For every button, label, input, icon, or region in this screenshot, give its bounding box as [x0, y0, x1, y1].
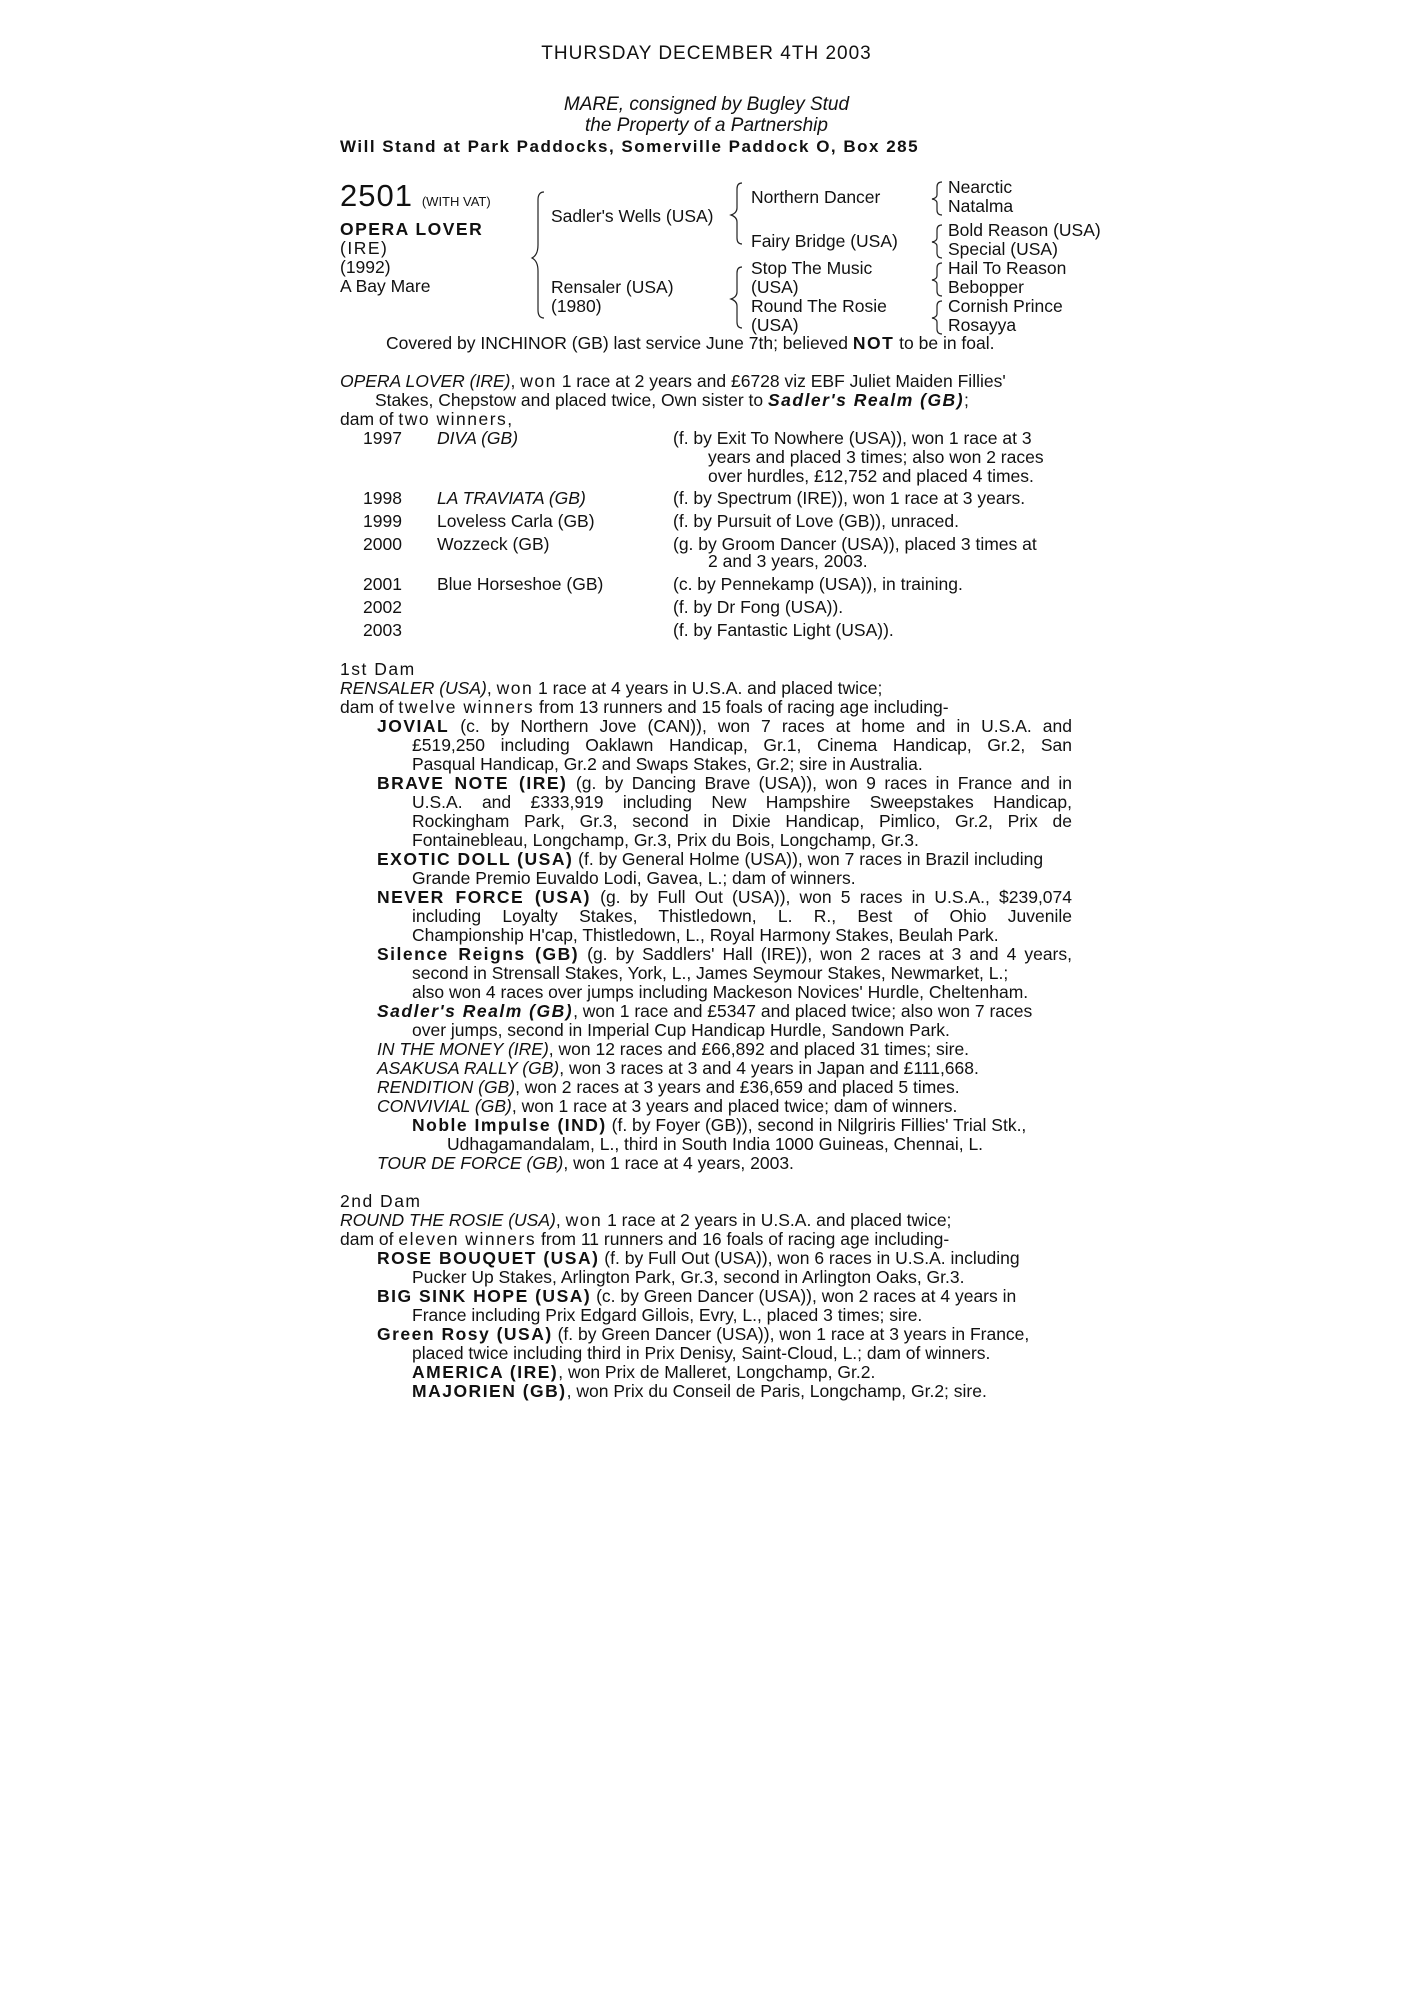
horse-year: (1992)	[340, 257, 391, 277]
intro-text-3: ;	[964, 390, 969, 410]
entry-text: second in Strensall Stakes, York, L., James Seymour Stakes, Newmarket, L.;	[412, 963, 1009, 983]
entry-horse-name: RENDITION (GB)	[377, 1077, 516, 1097]
entry-horse-name: ROSE BOUQUET (USA)	[377, 1248, 600, 1268]
entry-horse-name: TOUR DE FORCE (GB)	[377, 1153, 564, 1173]
produce-detail: (f. by Spectrum (IRE)), won 1 race at 3 years.	[673, 488, 1026, 508]
pedigree-dsd: Bebopper	[948, 277, 1024, 297]
second-dam-winners-count: eleven winners	[398, 1229, 537, 1249]
entry-text: , won 1 race at 3 years and placed twice; dam of winners.	[511, 1096, 958, 1116]
first-dam-entry	[377, 774, 1072, 850]
entry-horse-name: Green Rosy (USA)	[377, 1324, 553, 1344]
first-dam-intro: RENSALER (USA), won 1 race at 4 years in U.S.A. and placed twice;	[340, 678, 883, 698]
second-dam-heading: 2nd Dam	[340, 1191, 422, 1211]
entry-text: , won 3 races at 3 and 4 years in Japan and £111,668.	[559, 1058, 979, 1078]
entry-text: also won 4 races over jumps including Mackeson Novices' Hurdle, Cheltenham.	[412, 982, 1029, 1002]
first-dam-name: RENSALER (USA)	[340, 678, 487, 698]
entry-text: , won 12 races and £66,892 and placed 31 times; sire.	[548, 1039, 970, 1059]
intro-dam-of-count: two winners	[398, 409, 508, 429]
intro-won: won	[520, 371, 557, 391]
entry-text: (f. by General Holme (USA)), won 7 races in Brazil including	[573, 849, 1044, 869]
entry-horse-name: Sadler's Realm (GB)	[377, 1001, 574, 1021]
intro-dam-of-end: ,	[507, 409, 513, 429]
entry-text: (f. by Green Dancer (USA)), won 1 race at 3 years in France,	[552, 1324, 1030, 1344]
first-dam-intro-rest: 1 race at 4 years in U.S.A. and placed twice;	[533, 678, 883, 698]
consignor-line: MARE, consigned by Bugley Stud	[563, 94, 850, 115]
noble-impulse-entry	[412, 1116, 1026, 1135]
first-dam-entry	[377, 1002, 1072, 1040]
pedigree-ddd: Rosayya	[948, 315, 1017, 335]
first-dam-won: won	[496, 678, 534, 698]
entry-text: France including Prix Edgard Gillois, Evry, L., placed 3 times; sire.	[412, 1305, 923, 1325]
entry-text: (f. by Full Out (USA)), won 6 races in U.S.A. including	[599, 1248, 1020, 1268]
horse-origin: (IRE)	[340, 238, 389, 258]
intro-horse-name: OPERA LOVER (IRE)	[340, 371, 511, 391]
pedigree-sdd: Special (USA)	[948, 239, 1058, 259]
entry-horse-name: NEVER FORCE (USA)	[377, 887, 591, 907]
first-dam-minor-entry	[377, 1059, 979, 1078]
second-dam-entry	[377, 1325, 1072, 1363]
entry-text: Grande Premio Euvaldo Lodi, Gavea, L.; dam of winners.	[412, 868, 856, 888]
entry-text: (g. by Full Out (USA)), won 5 races in U.S.A., $239,074	[590, 887, 1072, 907]
entry-text: , won Prix du Conseil de Paris, Longchamp, Gr.2; sire.	[566, 1381, 987, 1401]
produce-detail: (c. by Pennekamp (USA)), in training.	[673, 574, 963, 594]
entry-horse-name: AMERICA (IRE)	[412, 1362, 559, 1382]
pedigree-dds: Cornish Prince	[948, 296, 1063, 316]
second-dam-damof-rest: from 11 runners and 16 foals of racing age including-	[536, 1229, 950, 1249]
pedigree-dd: Round The Rosie	[751, 296, 887, 316]
entry-horse-name: EXOTIC DOLL (USA)	[377, 849, 574, 869]
produce-detail: (f. by Exit To Nowhere (USA)), won 1 race at 3	[673, 428, 1032, 448]
pedigree-ss: Northern Dancer	[751, 187, 881, 207]
noble-impulse-line-2: Udhagamandalam, L., third in South India 1000 Guineas, Chennai, L.	[447, 1134, 984, 1154]
produce-year: 1997	[363, 428, 402, 448]
produce-year: 1998	[363, 488, 402, 508]
pedigree-dam-year: (1980)	[551, 296, 602, 316]
produce-year: 2000	[363, 534, 402, 554]
entry-horse-name: JOVIAL	[377, 716, 450, 736]
entry-horse-name: BRAVE NOTE (IRE)	[377, 773, 568, 793]
horse-name: OPERA LOVER	[340, 219, 484, 239]
entry-horse-name: BIG SINK HOPE (USA)	[377, 1286, 592, 1306]
produce-detail: over hurdles, £12,752 and placed 4 times.	[708, 466, 1034, 486]
entry-text: Pucker Up Stakes, Arlington Park, Gr.3, second in Arlington Oaks, Gr.3.	[412, 1267, 965, 1287]
tour-de-force-entry	[377, 1154, 794, 1173]
entry-text: £519,250 including Oaklawn Handicap, Gr.1, Cinema Handicap, Gr.2, San	[412, 735, 1072, 755]
entry-text: Fontainebleau, Longchamp, Gr.3, Prix du Bois, Longchamp, Gr.3.	[412, 830, 919, 850]
second-dam-won: won	[565, 1210, 603, 1230]
entry-text: , won 2 races at 3 years and £36,659 and placed 5 times.	[515, 1077, 960, 1097]
pedigree-dd-origin: (USA)	[751, 315, 799, 335]
entry-text: Pasqual Handicap, Gr.2 and Swaps Stakes, Gr.2; sire in Australia.	[412, 754, 923, 774]
intro-line-1: OPERA LOVER (IRE), won 1 race at 2 years and £6728 viz EBF Juliet Maiden Fillies'	[340, 371, 1006, 391]
entry-text: , won 1 race at 4 years, 2003.	[563, 1153, 794, 1173]
entry-text: over jumps, second in Imperial Cup Handicap Hurdle, Sandown Park.	[412, 1020, 950, 1040]
second-dam-entry	[377, 1287, 1072, 1325]
pedigree-ds: Stop The Music	[751, 258, 873, 278]
stand-location: Will Stand at Park Paddocks, Somerville Paddock O, Box 285	[340, 137, 920, 156]
intro-dam-of	[340, 410, 512, 429]
pedigree-sss: Nearctic	[948, 177, 1013, 197]
produce-year: 2001	[363, 574, 402, 594]
first-dam-heading: 1st Dam	[340, 659, 416, 679]
produce-detail: (f. by Fantastic Light (USA)).	[673, 620, 894, 640]
entry-text: Rockingham Park, Gr.3, second in Dixie Handicap, Pimlico, Gr.2, Prix de	[412, 811, 1072, 831]
produce-detail: (f. by Pursuit of Love (GB)), unraced.	[673, 511, 959, 531]
second-dam-entry	[377, 1249, 1072, 1287]
entry-horse-name: Silence Reigns (GB)	[377, 944, 580, 964]
produce-name: DIVA (GB)	[437, 428, 519, 448]
intro-dam-of-text: dam of	[340, 409, 399, 429]
covered-text: Covered by INCHINOR (GB) last service June 7th; believed	[386, 333, 853, 353]
pedigree-gen3-brace-4	[928, 297, 948, 337]
first-dam-entry	[377, 717, 1072, 774]
pedigree-gen3-brace-2	[928, 221, 948, 261]
produce-year: 2002	[363, 597, 402, 617]
pedigree-ds-origin: (USA)	[751, 277, 799, 297]
pedigree-gen3-brace-1	[928, 178, 948, 218]
second-dam-sub-entry	[412, 1363, 875, 1382]
intro-sister-name: Sadler's Realm (GB)	[767, 390, 965, 410]
first-dam-damof-text: dam of	[340, 697, 399, 717]
pedigree-sd: Fairy Bridge (USA)	[751, 231, 898, 251]
horse-description: A Bay Mare	[340, 276, 431, 296]
entry-text: Championship H'cap, Thistledown, L., Royal Harmony Stakes, Beulah Park.	[412, 925, 999, 945]
pedigree-dam: Rensaler (USA)	[551, 277, 674, 297]
first-dam-minor-entry	[377, 1078, 960, 1097]
lot-number: 2501	[340, 178, 413, 213]
intro-text-1: 1 race at 2 years and £6728 viz EBF Juliet Maiden Fillies'	[556, 371, 1006, 391]
entry-text: U.S.A. and £333,919 including New Hampshire Sweepstakes Handicap,	[412, 792, 1072, 812]
pedigree-sds: Bold Reason (USA)	[948, 220, 1101, 240]
first-dam-entry	[377, 850, 1072, 888]
produce-name: Blue Horseshoe (GB)	[437, 574, 604, 594]
first-dam-winners-count: twelve winners	[398, 697, 535, 717]
produce-name: Loveless Carla (GB)	[437, 511, 595, 531]
produce-year: 2003	[363, 620, 402, 640]
second-dam-sub-entry	[412, 1382, 987, 1401]
produce-detail: 2 and 3 years, 2003.	[708, 551, 868, 571]
covered-not: NOT	[852, 333, 895, 353]
covered-note	[386, 334, 995, 353]
produce-detail: years and placed 3 times; also won 2 races	[708, 447, 1044, 467]
second-dam-intro: ROUND THE ROSIE (USA), won 1 race at 2 years in U.S.A. and placed twice;	[340, 1210, 952, 1230]
intro-text-2: Stakes, Chepstow and placed twice, Own sister to	[375, 390, 768, 410]
entry-text: , won 1 race and £5347 and placed twice; also won 7 races	[573, 1001, 1033, 1021]
entry-text: (c. by Northern Jove (CAN)), won 7 races at home and in U.S.A. and	[449, 716, 1072, 736]
first-dam-entry	[377, 888, 1072, 945]
entry-horse-name: CONVIVIAL (GB)	[377, 1096, 512, 1116]
entry-text: (g. by Saddlers' Hall (IRE)), won 2 races at 3 and 4 years,	[579, 944, 1072, 964]
vat-note: (WITH VAT)	[421, 194, 491, 209]
covered-text-end: to be in foal.	[894, 333, 995, 353]
entry-text: including Loyalty Stakes, Thistledown, L. R., Best of Ohio Juvenile	[412, 906, 1072, 926]
entry-text: (f. by Foyer (GB)), second in Nilgriris Fillies' Trial Stk.,	[606, 1115, 1027, 1135]
first-dam-entry	[377, 945, 1072, 1002]
pedigree-ssd: Natalma	[948, 196, 1014, 216]
entry-horse-name: Noble Impulse (IND)	[412, 1115, 607, 1135]
entry-text: placed twice including third in Prix Denisy, Saint-Cloud, L.; dam of winners.	[412, 1343, 991, 1363]
entry-text: (c. by Green Dancer (USA)), won 2 races at 4 years in	[591, 1286, 1017, 1306]
entry-horse-name: ASAKUSA RALLY (GB)	[377, 1058, 560, 1078]
second-dam-dam-of	[340, 1230, 949, 1249]
second-dam-name: ROUND THE ROSIE (USA)	[340, 1210, 556, 1230]
pedigree-gen3-brace-3	[928, 259, 948, 299]
produce-name: Wozzeck (GB)	[437, 534, 550, 554]
property-line: the Property of a Partnership	[585, 115, 828, 136]
entry-horse-name: IN THE MONEY (IRE)	[377, 1039, 549, 1059]
first-dam-minor-entry	[377, 1097, 957, 1116]
produce-name: LA TRAVIATA (GB)	[437, 488, 586, 508]
second-dam-damof-text: dam of	[340, 1229, 399, 1249]
first-dam-damof-rest: from 13 runners and 15 foals of racing age including-	[534, 697, 949, 717]
sale-date: THURSDAY DECEMBER 4TH 2003	[541, 43, 872, 64]
pedigree-sire: Sadler's Wells (USA)	[551, 206, 714, 226]
entry-text: (g. by Dancing Brave (USA)), won 9 races in France and in	[567, 773, 1072, 793]
first-dam-dam-of	[340, 698, 949, 717]
pedigree-dss: Hail To Reason	[948, 258, 1067, 278]
produce-year: 1999	[363, 511, 402, 531]
produce-detail: (g. by Groom Dancer (USA)), placed 3 times at	[673, 534, 1037, 554]
second-dam-intro-rest: 1 race at 2 years in U.S.A. and placed twice;	[602, 1210, 952, 1230]
entry-text: , won Prix de Malleret, Longchamp, Gr.2.	[558, 1362, 876, 1382]
intro-line-2	[375, 391, 969, 410]
first-dam-minor-entry	[377, 1040, 969, 1059]
lot-number-block	[340, 180, 491, 212]
entry-horse-name: MAJORIEN (GB)	[412, 1381, 567, 1401]
produce-detail: (f. by Dr Fong (USA)).	[673, 597, 844, 617]
